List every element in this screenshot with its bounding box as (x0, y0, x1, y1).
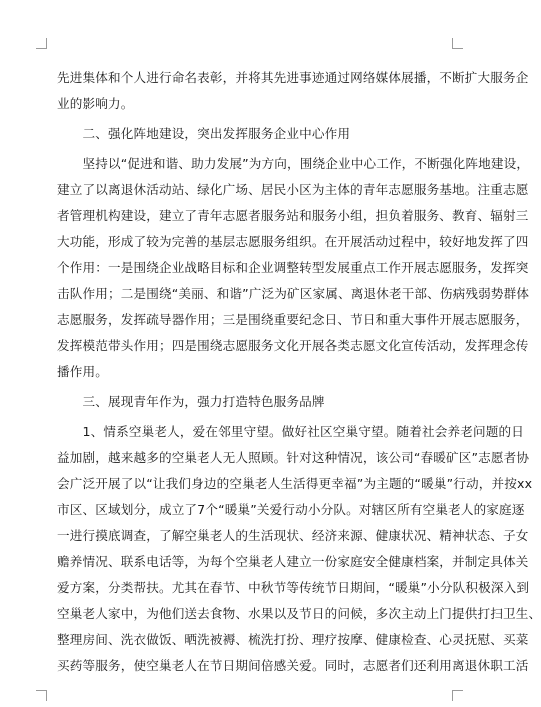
text-line: 大功能，形成了较为完善的基层志愿服务组织。在开展活动过程中，较好地发挥了四 (57, 234, 529, 249)
text-line: 发挥模范带头作用；四是围绕志愿服务文化开展各类志愿文化宣传活动，发挥理念传 (57, 338, 529, 353)
text-line: 1、情系空巢老人，爱在邻里守望。做好社区空巢守望。随着社会养老问题的日 (57, 424, 524, 439)
text-line: 买药等服务，使空巢老人在节日期间倍感关爱。同时，志愿者们还利用离退休职工活 (57, 658, 529, 673)
text-line: 空巢老人家中，为他们送去食物、水果以及节日的问候，多次主动上门提供打扫卫生、 (57, 606, 541, 621)
text-line: 益加剧，越来越多的空巢老人无人照顾。针对这种情况，该公司“春暖矿区”志愿者协 (57, 450, 530, 465)
text-line: 市区、区域划分，成立了7个“暖巢”关爱行动小分队。对辖区所有空巢老人的家庭逐 (57, 502, 525, 517)
text-line: 播作用。 (57, 364, 108, 379)
text-line: 会广泛开展了以“让我们身边的空巢老人生活得更幸福”为主题的“暖巢”行动，并按xx (57, 476, 533, 491)
text-line: 爱方案，分类帮扶。尤其在春节、中秋节等传统节日期间，“暖巢”小分队积极深入到 (57, 580, 530, 595)
text-line: 击队作用；二是围绕“美丽、和谐”广泛为矿区家属、离退休老干部、伤病残弱势群体 (57, 286, 530, 301)
text-line: 建立了以离退休活动站、绿化广场、居民小区为主体的青年志愿服务基地。注重志愿 (57, 182, 529, 197)
text-line: 坚持以“促进和谐、助力发展”为方向，围绕企业中心工作，不断强化阵地建设， (57, 156, 530, 171)
text-line: 二、强化阵地建设，突出发挥服务企业中心作用 (57, 126, 351, 141)
crop-mark-top-right (452, 38, 463, 49)
crop-mark-bottom-left (36, 690, 47, 701)
document-body (57, 65, 541, 679)
text-line: 赡养情况、联系电话等，为每个空巢老人建立一份家庭安全健康档案，并制定具体关 (57, 554, 529, 569)
text-line: 者管理机构建设，建立了青年志愿者服务站和服务小组，担负着服务、教育、辐射三 (57, 208, 529, 223)
text-line: 整理房间、洗衣做饭、晒洗被褥、梳洗打扮、理疗按摩、健康检查、心灵抚慰、买菜 (57, 632, 529, 647)
crop-mark-bottom-right (452, 690, 463, 701)
text-line: 一进行摸底调查，了解空巢老人的生活现状、经济来源、健康状况、精神状态、子女 (57, 528, 529, 543)
text-line: 先进集体和个人进行命名表彰，并将其先进事迹通过网络媒体展播，不断扩大服务企 (57, 70, 529, 85)
text-line: 志愿服务，发挥疏导器作用；三是围绕重要纪念日、节日和重大事件开展志愿服务， (57, 312, 529, 327)
text-line: 个作用：一是围绕企业战略目标和企业调整转型发展重点工作开展志愿服务，发挥突 (57, 260, 529, 275)
text-line: 三、展现青年作为，强力打造特色服务品牌 (57, 394, 325, 409)
crop-mark-top-left (36, 38, 47, 49)
text-line: 业的影响力。 (57, 96, 134, 111)
